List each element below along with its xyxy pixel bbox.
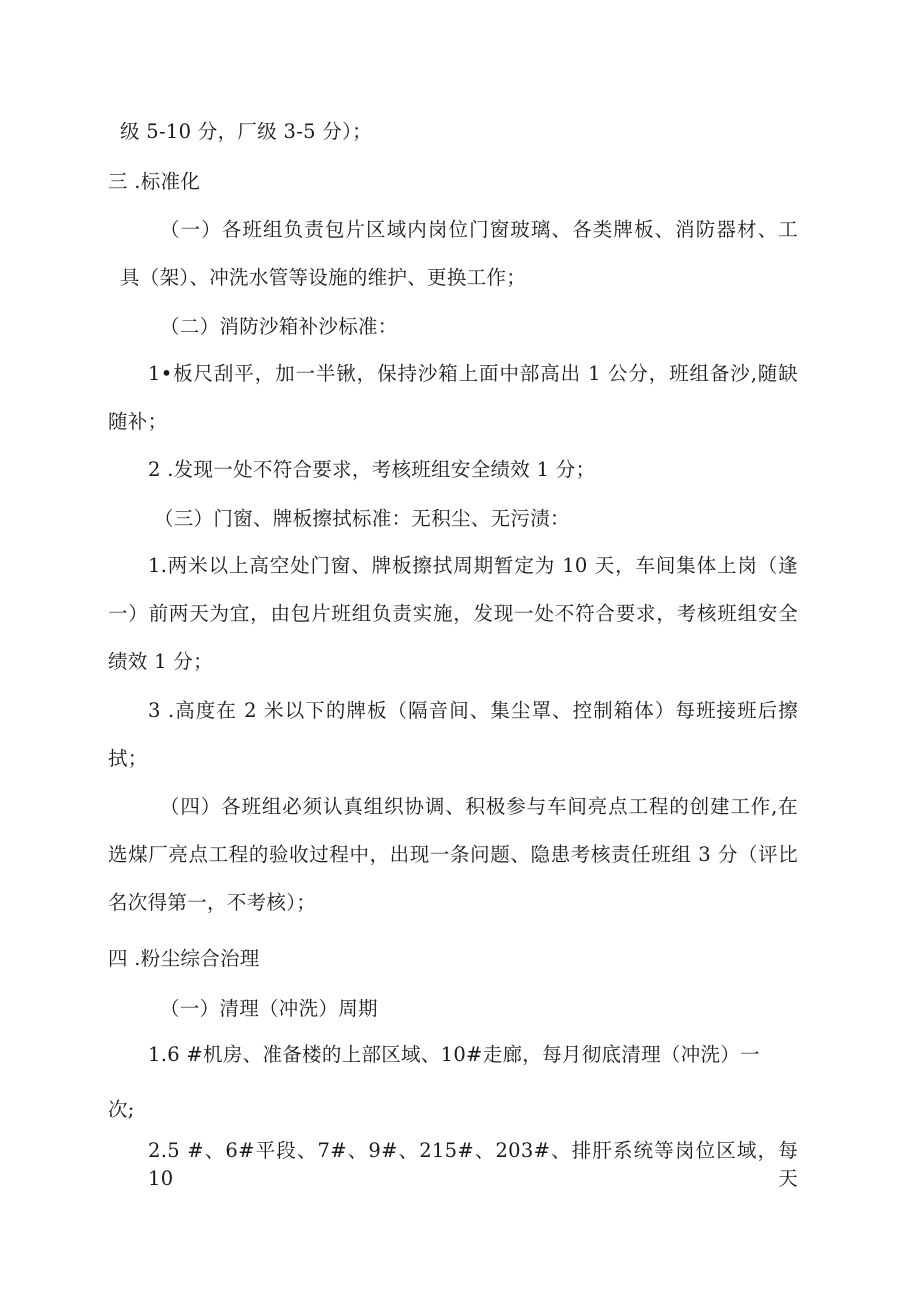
section-heading: 三 .标准化: [108, 170, 201, 193]
text-line: 拭；: [108, 747, 148, 770]
text-line: 3 .高度在 2 米以下的牌板（隔音间、集尘罩、控制箱体）每班接班后擦: [148, 699, 798, 722]
text-line: 一）前两天为宜，由包片班组负责实施，发现一处不符合要求，考核班组安全: [108, 602, 798, 625]
text-line: 级 5-10 分，厂级 3-5 分）；: [120, 120, 372, 143]
text-line: 绩效 1 分；: [108, 650, 213, 673]
text-line: 1•板尺刮平，加一半锹，保持沙箱上面中部高出 1 公分，班组备沙,随缺: [148, 362, 798, 385]
text-line: （三）门窗、牌板擦拭标准：无积尘、无污渍：: [154, 507, 570, 530]
text-line: （二）消防沙箱补沙标准：: [160, 315, 398, 338]
text-line: 2.5 #、6#平段、7#、9#、215#、203#、排肝系统等岗位区域，每 10 天: [148, 1139, 798, 1190]
text-line: 随补；: [108, 410, 168, 433]
text-line: 2 .发现一处不符合要求，考核班组安全绩效 1 分；: [148, 458, 596, 481]
text-line: 次;: [108, 1098, 135, 1121]
text-line: 具（架）、冲洗水管等设施的维护、更换工作；: [120, 266, 527, 289]
text-line: 1.两米以上高空处门窗、牌板擦拭周期暂定为 10 天，车间集体上岗（逢: [148, 554, 798, 577]
text-line: （一）各班组负责包片区域内岗位门窗玻璃、各类牌板、消防器材、工: [160, 218, 798, 241]
text-line: （一）清理（冲洗）周期: [160, 997, 378, 1020]
text-line: 1.6 #机房、准备楼的上部区域、10#走廊，每月彻底清理（冲洗）一: [148, 1043, 760, 1066]
text-line: （四）各班组必须认真组织协调、积极参与车间亮点工程的创建工作,在: [160, 795, 798, 818]
section-heading: 四 .粉尘综合治理: [108, 947, 260, 970]
text-line: 名次得第一，不考核）；: [108, 891, 317, 914]
text-line: 选煤厂亮点工程的验收过程中，出现一条问题、隐患考核责任班组 3 分（评比: [108, 843, 798, 866]
